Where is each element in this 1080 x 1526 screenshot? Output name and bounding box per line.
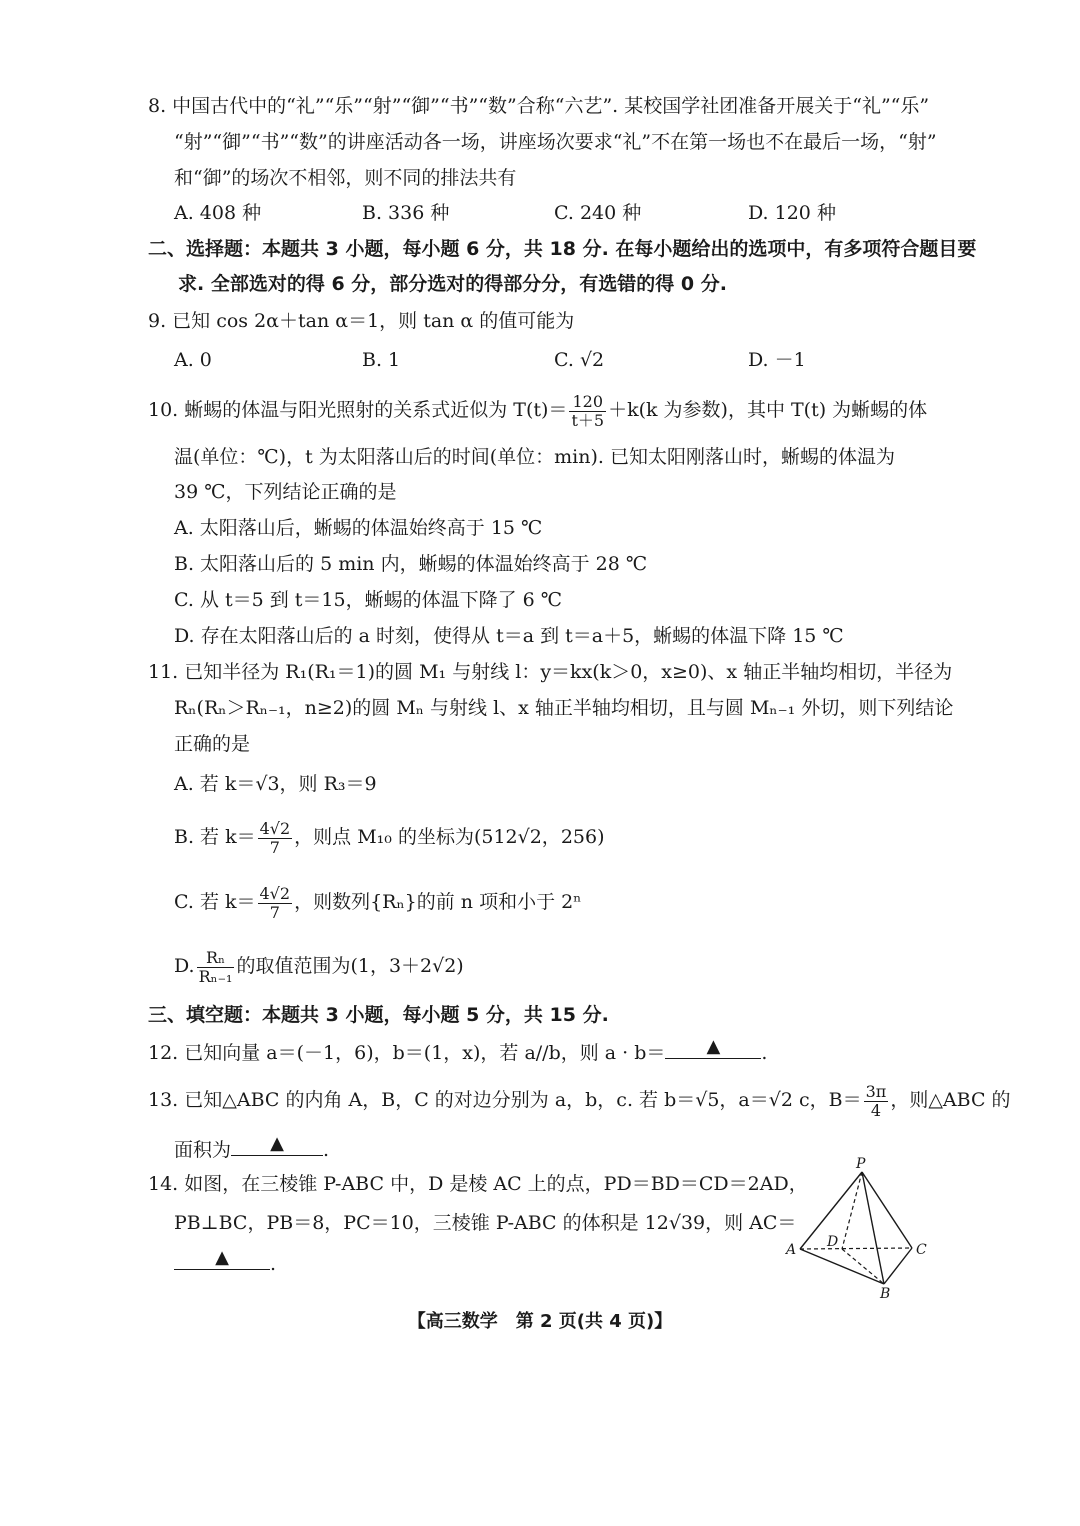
q10-line2: 温(单位：℃)，t 为太阳落山后的时间(单位：min). 已知太阳刚落山时，蜥蜴的体温为	[174, 446, 895, 468]
q14-line3	[174, 1249, 276, 1277]
q11-option-b	[174, 815, 605, 859]
q13-fraction	[864, 1083, 889, 1120]
q10-option-d: D. 存在太阳落山后的 a 时刻，使得从 t＝a 到 t＝a＋5，蜥蜴的体温下降 15 ℃	[174, 625, 844, 647]
q8-option-a: A. 408 种	[174, 202, 262, 224]
q11-option-b-post: ，则点 M₁₀ 的坐标为(512√2，256)	[294, 826, 605, 848]
q11-option-d-post: 的取值范围为(1，3＋2√2)	[236, 955, 464, 977]
q10-line1	[148, 390, 927, 430]
q11-option-d-frac-num: Rₙ	[197, 949, 235, 968]
q14-line1: 14. 如图，在三棱锥 P-ABC 中，D 是棱 AC 上的点，PD＝BD＝CD＝2AD，	[148, 1173, 808, 1195]
q11-option-c-frac-den: 7	[269, 902, 280, 922]
edge-bc	[884, 1248, 912, 1284]
q8-option-d: D. 120 种	[748, 202, 836, 224]
q10-frac-den: t＋5	[571, 410, 605, 430]
q11-option-c	[174, 880, 581, 924]
q13-answer-blank[interactable]	[231, 1135, 323, 1156]
q11-option-c-pre: C. 若 k＝	[174, 891, 256, 913]
q14-line3-post: .	[270, 1253, 277, 1275]
q11-option-d-fraction	[197, 949, 235, 986]
q11-option-d	[174, 943, 464, 989]
q10-line3: 39 ℃，下列结论正确的是	[174, 481, 397, 503]
q11-option-c-frac-num: 4√2	[259, 883, 291, 903]
q13-line2-pre: 面积为	[174, 1139, 232, 1161]
q11-option-d-pre: D.	[174, 955, 195, 977]
q9-option-b: B. 1	[362, 349, 401, 371]
q10-option-a: A. 太阳落山后，蜥蜴的体温始终高于 15 ℃	[174, 517, 543, 539]
label-b: B	[880, 1286, 891, 1298]
q10-option-c: C. 从 t＝5 到 t＝15，蜥蜴的体温下降了 6 ℃	[174, 589, 563, 611]
q12-pre: 12. 已知向量 a＝(－1，6)，b＝(1，x)，若 a//b，则 a · b＝	[148, 1042, 666, 1064]
q10-line1-post: ＋k(k 为参数)，其中 T(t) 为蜥蜴的体	[608, 399, 928, 421]
q11-option-b-fraction	[258, 820, 293, 857]
q9-option-d: D. －1	[748, 349, 806, 371]
q11-option-c-post: ，则数列{Rₙ}的前 n 项和小于 2ⁿ	[294, 891, 582, 913]
q11-line3: 正确的是	[174, 733, 251, 755]
blank-marker-icon: ▲	[706, 1036, 721, 1057]
q13-line2	[174, 1135, 329, 1163]
blank-marker-icon: ▲	[215, 1247, 229, 1268]
q8-line1: 8. 中国古代中的“礼”“乐”“射”“御”“书”“数”合称“六艺”. 某校国学社团准备开展关于“礼”“乐”	[148, 95, 930, 117]
q8-line3: 和“御”的场次不相邻，则不同的排法共有	[174, 167, 517, 189]
pyramid-diagram	[780, 1152, 940, 1298]
q11-option-b-frac-num: 4√2	[259, 818, 291, 838]
q8-option-c: C. 240 种	[554, 202, 642, 224]
q11-option-d-frac-den: Rₙ₋₁	[198, 966, 233, 986]
q11-option-b-frac-den: 7	[269, 837, 280, 857]
blank-marker-icon: ▲	[270, 1133, 284, 1154]
q12-post: .	[761, 1042, 768, 1064]
q14-line2: PB⊥BC，PB＝8，PC＝10，三棱锥 P-ABC 的体积是 12√39，则 AC＝	[174, 1212, 797, 1234]
edge-ab	[800, 1249, 884, 1284]
q12-line	[148, 1038, 767, 1066]
label-d: D	[827, 1234, 839, 1250]
q11-option-c-fraction	[258, 885, 293, 922]
q10-fraction	[569, 393, 606, 430]
page-footer: 【高三数学 第 2 页(共 4 页)】	[407, 1311, 673, 1332]
q10-frac-num: 120	[569, 393, 606, 412]
q8-option-b: B. 336 种	[362, 202, 450, 224]
label-a: A	[786, 1242, 797, 1258]
q11-option-a: A. 若 k＝√3，则 R₃＝9	[174, 773, 377, 795]
q13-frac-den: 4	[870, 1100, 882, 1120]
q10-option-b: B. 太阳落山后的 5 min 内，蜥蜴的体温始终高于 28 ℃	[174, 553, 648, 575]
q10-line1-pre: 10. 蜥蜴的体温与阳光照射的关系式近似为 T(t)＝	[148, 399, 568, 421]
section2-heading-line1: 二、选择题：本题共 3 小题，每小题 6 分，共 18 分. 在每小题给出的选项中，有多项符合题目要	[148, 238, 977, 260]
q13-line2-post: .	[323, 1139, 330, 1161]
q12-answer-blank[interactable]	[665, 1038, 761, 1059]
q8-line2: “射”“御”“书”“数”的讲座活动各一场，讲座场次要求“礼”不在第一场也不在最后一场，“射”	[174, 131, 937, 153]
q9-stem: 9. 已知 cos 2α＋tan α＝1，则 tan α 的值可能为	[148, 310, 575, 332]
label-p: P	[856, 1156, 866, 1172]
q13-post: ，则△ABC 的	[890, 1089, 1011, 1111]
q13-frac-num: 3π	[865, 1081, 887, 1101]
q11-line1: 11. 已知半径为 R₁(R₁＝1)的圆 M₁ 与射线 l：y＝kx(k＞0，x≥0)、x 轴正半轴均相切，半径为	[148, 661, 953, 683]
edge-ac-dashed	[800, 1248, 912, 1249]
q9-option-a: A. 0	[174, 349, 212, 371]
section2-heading-line2: 求. 全部选对的得 6 分，部分选对的得部分分，有选错的得 0 分.	[178, 273, 727, 295]
q9-option-c: C. √2	[554, 349, 605, 371]
section3-heading: 三、填空题：本题共 3 小题，每小题 5 分，共 15 分.	[148, 1004, 609, 1026]
q14-answer-blank[interactable]	[174, 1249, 270, 1270]
q11-option-b-pre: B. 若 k＝	[174, 826, 256, 848]
label-c: C	[916, 1242, 927, 1258]
q13-line1	[148, 1080, 1011, 1120]
q11-line2: Rₙ(Rₙ＞Rₙ₋₁，n≥2)的圆 Mₙ 与射线 l、x 轴正半轴均相切，且与圆 Mₙ₋₁ 外切，则下列结论	[174, 697, 954, 719]
q13-pre: 13. 已知△ABC 的内角 A，B，C 的对边分别为 a，b，c. 若 b＝√5，a＝√2 c，B＝	[148, 1089, 862, 1111]
